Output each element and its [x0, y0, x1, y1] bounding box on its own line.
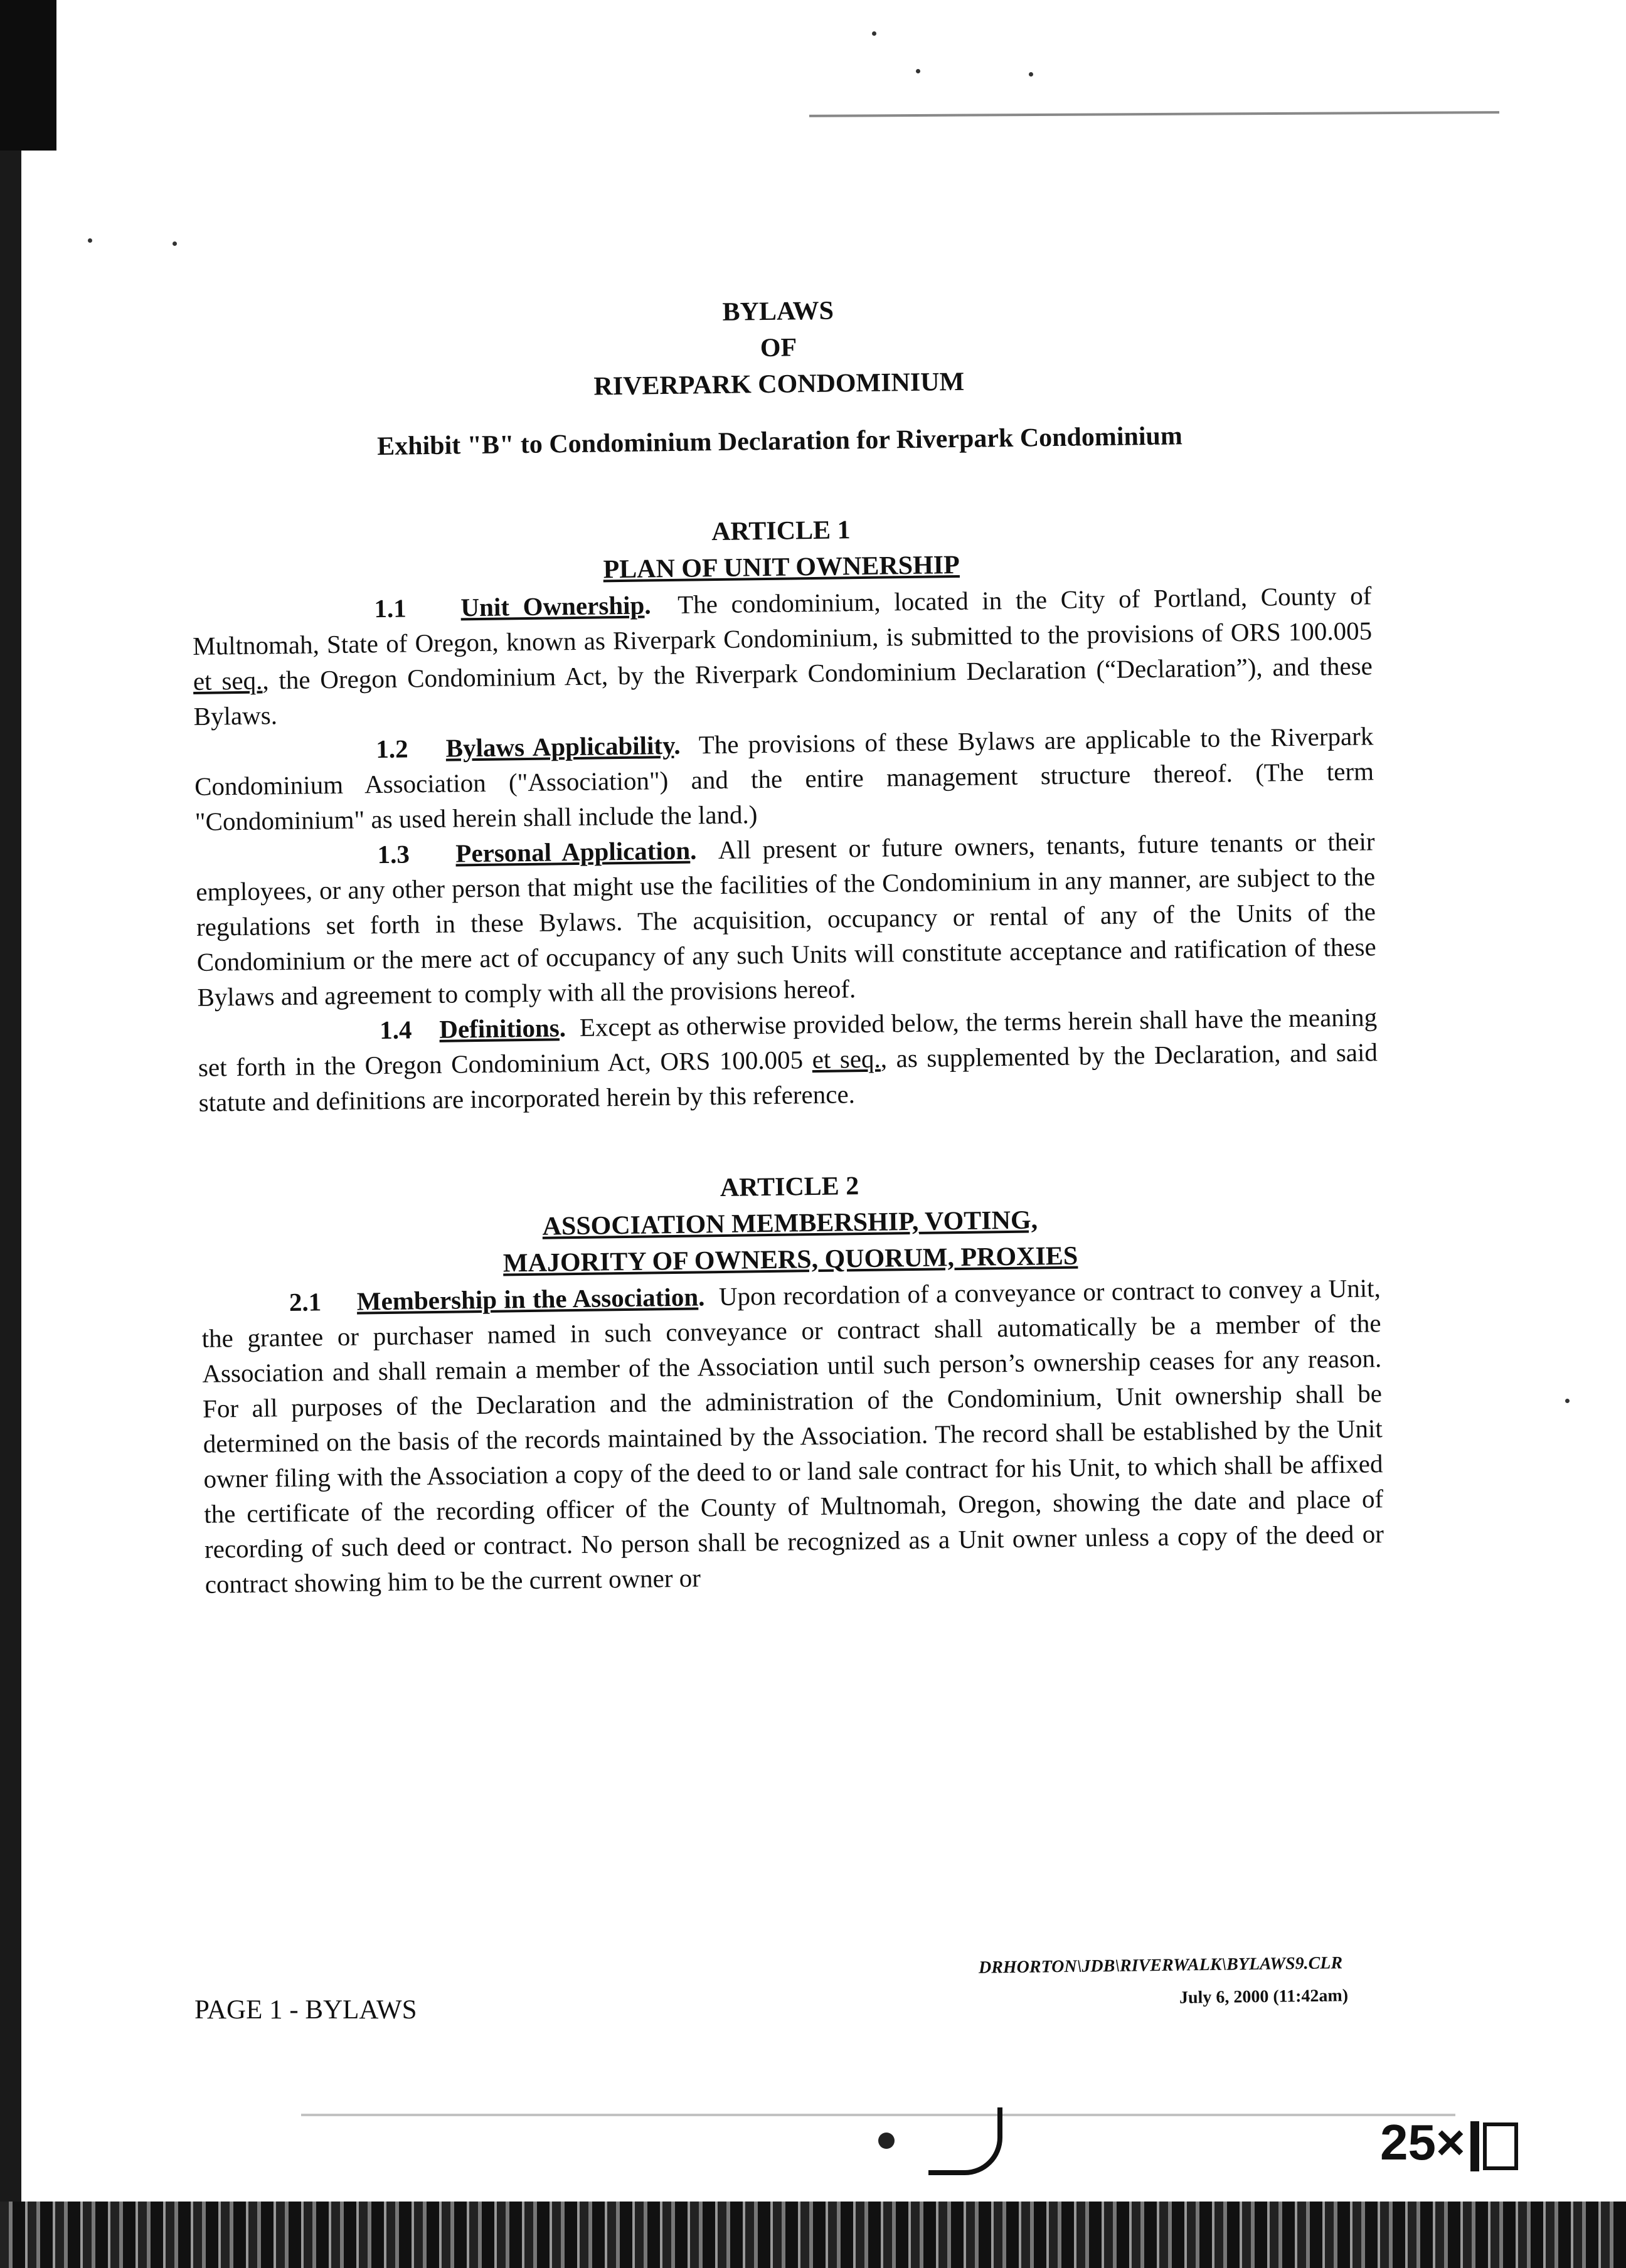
- section-text: Except as otherwise provided below, the terms herein shall have the meaning set forth in the Oregon Condominium Act, ORS 100.005: [198, 1002, 1378, 1082]
- section-text: Upon recordation of a conveyance or contract to convey a Unit, the grantee or purchaser named in such conveyance or contract shall automatically be a member of the Association and shall remain a member of the Association until such person’s ownership ceases for any reason. For all purposes of the Declaration and the administration of the Condominium, Unit ownership shall be determined on the basis of the records maintained by the Association. The record shall be established by the Unit owner filing with the Association a copy of the deed to or land sale contract for his Unit, to which shall be affixed the certificate of the recording officer of the County of Multnomah, Oregon, showing the date and place of recording of such deed or contract. No person shall be recognized as a Unit owner unless a copy of the deed or contract showing him to be the current owner or: [201, 1273, 1384, 1599]
- scan-speck: [916, 69, 920, 73]
- section-text-cont: , as supplemented by the Declaration, and said statute and definitions are incorporated herein by this reference.: [198, 1037, 1378, 1117]
- section-text: The condominium, located in the City of Portland, County of Multnomah, State of Oregon, known as Riverpark Condominium, is submitted to the provisions of ORS 100.005: [192, 581, 1373, 660]
- title-line-3: RIVERPARK CONDOMINIUM: [593, 367, 965, 401]
- scan-speck: [1029, 72, 1033, 77]
- section-1-4: 1.4 Definitions. Except as otherwise provided below, the terms herein shall have the meaning set forth in the Oregon Condominium Act, ORS 100.005 et seq., as supplemented by the Declaration, and said statute and definitions are incorporated herein by this reference.: [198, 1002, 1378, 1117]
- title-line-2: OF: [760, 333, 797, 363]
- article-2-title-line-2: MAJORITY OF OWNERS, QUORUM, PROXIES: [502, 1241, 1078, 1278]
- section-1-1: 1.1 Unit Ownership. The condominium, located in the City of Portland, County of Multnomah, State of Oregon, known as Riverpark Condominium, is submitted to the provisions of ORS 100.005 et seq., the Oregon Condominium Act, by the Riverpark Condominium Declaration (“Declaration”), and these Bylaws.: [192, 581, 1373, 731]
- article-2-heading: [199, 1161, 1380, 1286]
- section-text: All present or future owners, tenants, future tenants or their employees, or any other person that might use the facilities of the Condominium in any manner, are subject to the regulations set forth in these Bylaws. The acquisition, occupancy or rental of any of the Units of the Condominium or the mere act of occupancy of any such Units will constitute acceptance and ratification of these Bylaws and agreement to comply with all the provisions hereof.: [196, 827, 1376, 1012]
- article-1-label: ARTICLE 1: [711, 516, 851, 547]
- article-1-title: PLAN OF UNIT OWNERSHIP: [603, 550, 960, 585]
- article-2-label: ARTICLE 2: [720, 1172, 859, 1203]
- stamp-box-glyph: [1483, 2122, 1518, 2170]
- section-number: 1.4: [379, 1015, 412, 1045]
- stamp-bar-glyph: [1470, 2121, 1479, 2171]
- scan-speck: [1565, 1399, 1570, 1403]
- stamp-text: 25×: [1380, 2114, 1465, 2170]
- section-heading: Unit Ownership: [460, 590, 645, 622]
- scan-bottom-dot: [878, 2133, 895, 2149]
- exhibit-subtitle: Exhibit "B" to Condominium Declaration for Riverpark Condominium: [376, 421, 1183, 462]
- file-path: DRHORTON\JDB\RIVERWALK\BYLAWS9.CLR: [978, 1953, 1343, 1978]
- scan-bottom-bracket: [928, 2107, 1002, 2175]
- scan-edge-left: [0, 0, 21, 2268]
- scan-top-rule: [809, 111, 1499, 117]
- scan-edge-bottom: [0, 2202, 1626, 2268]
- page-stamp: [1380, 2114, 1518, 2171]
- document-page: [188, 285, 1384, 1601]
- section-number: 1.2: [376, 734, 408, 764]
- citation-ref: et seq.: [812, 1044, 881, 1074]
- article-2-title-line-1: ASSOCIATION MEMBERSHIP, VOTING,: [542, 1206, 1038, 1241]
- section-heading: Personal Application: [455, 835, 691, 868]
- section-heading: Definitions: [439, 1013, 560, 1044]
- page-label: PAGE 1 - BYLAWS: [194, 1995, 417, 2025]
- citation-ref: et seq.: [193, 665, 263, 696]
- section-1-3: 1.3 Personal Application. All present or future owners, tenants, future tenants or their employees, or any other person that might use the facilities of the Condominium in any manner, are subject to the regulations set forth in these Bylaws. The acquisition, occupancy or rental of any of the Units of the Condominium or the mere act of occupancy of any such Units will constitute acceptance and ratification of these Bylaws and agreement to comply with all the provisions hereof.: [196, 827, 1376, 1012]
- section-2-1: 2.1 Membership in the Association. Upon recordation of a conveyance or contract to convey a Unit, the grantee or purchaser named in such conveyance or contract shall automatically be a member of the Association and shall remain a member of the Association until such person’s ownership ceases for any reason. For all purposes of the Declaration and the administration of the Condominium, Unit ownership shall be determined on the basis of the records maintained by the Association. The record shall be established by the Unit owner filing with the Association a copy of the deed to or land sale contract for his Unit, to which shall be affixed the certificate of the recording officer of the County of Multnomah, Oregon, showing the date and place of recording of such deed or contract. No person shall be recognized as a Unit owner unless a copy of the deed or contract showing him to be the current owner or: [201, 1273, 1384, 1599]
- scan-speck: [173, 241, 177, 246]
- section-heading: Membership in the Association: [356, 1282, 699, 1316]
- section-heading: Bylaws Applicability: [445, 730, 674, 763]
- scan-bottom-rule: [301, 2114, 1455, 2116]
- section-1-2: 1.2 Bylaws Applicability. The provisions of these Bylaws are applicable to the Riverpark Condominium Association ("Association") and the entire management structure thereof. (The term "Condominium" as used herein shall include the land.): [194, 721, 1374, 836]
- section-text: The provisions of these Bylaws are applicable to the Riverpark Condominium Association ("Association") and the entire management structure thereof. (The term "Condominium" as used herein shall include the land.): [194, 721, 1374, 836]
- section-text-cont: , the Oregon Condominium Act, by the Riverpark Condominium Declaration (“Declaration”), and these Bylaws.: [193, 651, 1373, 731]
- scan-speck: [872, 31, 876, 36]
- revision-date: July 6, 2000 (11:42am): [1179, 1986, 1349, 2008]
- document-title: [188, 285, 1369, 410]
- section-number: 1.1: [374, 593, 406, 623]
- title-line-1: BYLAWS: [722, 296, 834, 327]
- section-number: 2.1: [289, 1287, 322, 1317]
- section-number: 1.3: [377, 839, 410, 869]
- scan-speck: [88, 238, 92, 243]
- scan-corner-shadow: [0, 0, 56, 151]
